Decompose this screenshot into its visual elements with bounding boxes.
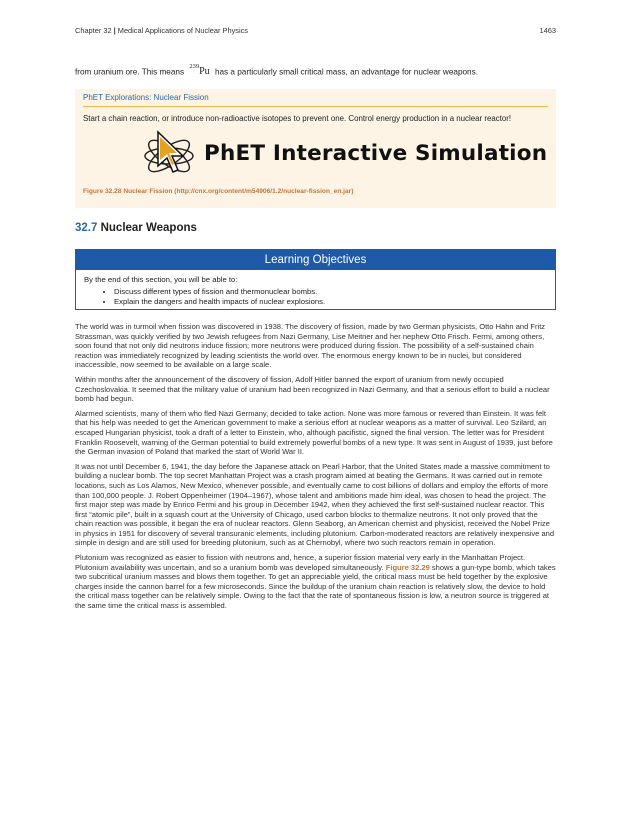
isotope-notation xyxy=(189,63,210,78)
isotope-symbol: Pu xyxy=(199,66,210,78)
learning-objectives-heading: Learning Objectives xyxy=(76,250,555,270)
section-title: Nuclear Weapons xyxy=(100,222,197,234)
phet-logo-text: PhET Interactive Simulation xyxy=(204,141,548,166)
intro-text-before: from uranium ore. This means xyxy=(75,67,185,77)
intro-text-after: has a particularly small critical mass, an advantage for nuclear weapons. xyxy=(214,67,478,77)
paragraph-hitler-uranium-ban: Within months after the announcement of the discovery of fission, Adolf Hitler banned the export of uranium from newly occupied Czechoslovakia. It seemed that the military value of uranium had been recognized in Nazi Germany, and that a serious effort to build a nuclear bomb had begun. xyxy=(75,374,550,404)
body-text xyxy=(75,322,556,616)
paragraph-text: Plutonium was recognized as easier to fission with neutrons and, hence, a superior fission material very early in the Manhattan Project. Plutonium availability was uncertain, and so a uranium bomb was developed simultaneously. xyxy=(75,553,526,572)
intro-paragraph xyxy=(75,63,556,77)
page-number: 1463 xyxy=(539,26,556,35)
phet-simulation-link[interactable] xyxy=(141,127,548,183)
figure-caption-url[interactable]: (http://cnx.org/content/m54906/1.2/nuclear-fission_en.jar) xyxy=(174,188,354,195)
figure-caption xyxy=(83,188,353,195)
section-heading xyxy=(75,222,197,234)
chapter-title: Medical Applications of Nuclear Physics xyxy=(117,26,248,35)
learning-objectives-box xyxy=(75,249,556,310)
learning-objectives-intro: By the end of this section, you will be able to: xyxy=(84,275,238,284)
isotope-mass-number: 239 xyxy=(189,63,200,70)
page-header xyxy=(75,26,556,35)
paragraph-plutonium xyxy=(75,553,556,611)
figure-caption-label: Figure 32.28 Nuclear Fission xyxy=(83,188,173,195)
section-number: 32.7 xyxy=(75,222,98,234)
list-item: • Discuss different types of fission and thermonuclear bombs. xyxy=(114,287,555,297)
paragraph-manhattan-project: It was not until December 6, 1941, the day before the Japanese attack on Pearl Harbor, that the United States made a massive commitment to building a nuclear bomb. The top secret Manhattan Project was a crash program aimed at beating the Germans. It was carried out in remote locations, such as Los Alamos, New Mexico, whenever possible, and eventually came to cost billions of dollars and employ the efforts of more than 100,000 people. J. Robert Oppenheimer (1904–1967), whose talent and ambitions made him ideal, was chosen to head the project. The first major step was made by Enrico Fermi and his group in December 1942, when they achieved the first self-sustained nuclear reactor. This first “atomic pile”, built in a squash court at the University of Chicago, used carbon blocks to thermalize neutrons. It not only proved that the chain reaction was possible, it began the era of nuclear reactors. Glenn Seaborg, an American chemist and physicist, received the Nobel Prize in physics in 1951 for discovery of several transuranic elements, including plutonium. Carbon-moderated reactors are relatively inexpensive and simple in design and are still used for breeding plutonium, such as at Chernobyl, where two such reactors remain in operation. xyxy=(75,461,555,548)
phet-atom-cursor-icon xyxy=(141,127,201,183)
header-separator: | xyxy=(113,26,116,35)
chapter-label: Chapter 32 xyxy=(75,26,112,35)
phet-box-title: PhET Explorations: Nuclear Fission xyxy=(83,93,548,107)
learning-objectives-list xyxy=(76,287,555,307)
paragraph-text: shows a gun-type bomb, which takes two subcritical uranium masses and blows them together. To get an appreciable yield, the critical mass must be held together by the explosive charges inside the cannon barrel for a few microseconds. Since the buildup of the uranium chain reaction is relatively slow, the device to hold the critical mass together can be relatively simple. Owing to the fact that the rate of spontaneous fission is low, a neutron source is triggered at the same time the critical mass is assembled. xyxy=(75,562,556,611)
phet-box-description: Start a chain reaction, or introduce non-radioactive isotopes to prevent one. Control energy production in a nuclear reactor! xyxy=(83,114,512,123)
paragraph-einstein-letter: Alarmed scientists, many of them who fled Nazi Germany, decided to take action. None was more famous or revered than Einstein. It was felt that his help was needed to get the American government to make a serious effort at nuclear weapons as a matter of survival. Leo Szilard, an escaped Hungarian physicist, took a draft of a letter to Einstein, who, although pacifistic, signed the final version. The letter was for President Franklin Roosevelt, warning of the German potential to build extremely powerful bombs of a new type. It was sent in August of 1939, just before the German invasion of Poland that marked the start of World War II. xyxy=(75,408,553,457)
figure-reference-link[interactable]: Figure 32.29 xyxy=(385,562,430,572)
phet-exploration-box xyxy=(75,89,556,208)
list-item: • Explain the dangers and health impacts of nuclear explosions. xyxy=(114,297,555,307)
paragraph-discovery-of-fission: The world was in turmoil when fission was discovered in 1938. The discovery of fission, made by two German physicists, Otto Hahn and Fritz Strassman, was quickly verified by two Jewish refugees from Nazi Germany, Lise Meitner and her nephew Otto Frisch. Fermi, among others, soon found that not only did neutrons induce fission; more neutrons were produced during fission. The possibility of a self-sustained chain reaction was immediately recognized by leading scientists the world over. The enormous energy known to be in nuclei, but considered inaccessible, now seemed to be available on a large scale. xyxy=(75,322,546,370)
